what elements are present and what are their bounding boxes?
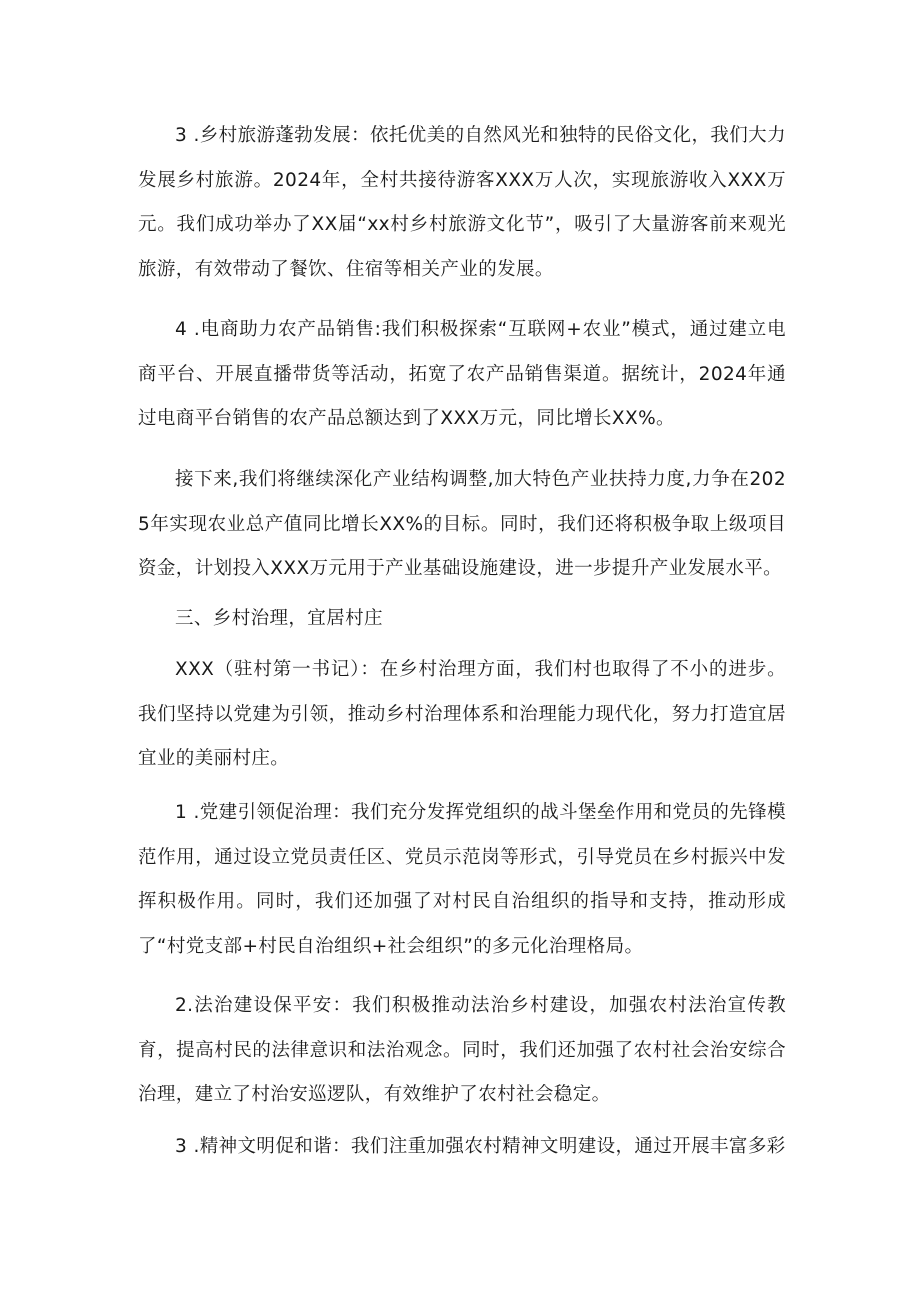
paragraph-party-building: 1 .党建引领促治理：我们充分发挥党组织的战斗堡垒作用和党员的先锋模范作用，通过设立党员责任区、党员示范岗等形式，引导党员在乡村振兴中发挥积极作用。同时，我们还加强了对村民自治组织的指导和支持，推动形成了“村党支部+村民自治组织+社会组织”的多元化治理格局。	[138, 802, 786, 957]
paragraph-ecommerce: 4 .电商助力农产品销售:我们积极探索“互联网+农业”模式，通过建立电商平台、开展直播带货等活动，拓宽了农产品销售渠道。据统计，2024年通过电商平台销售的农产品总额达到了XXX万元，同比增长XX%。	[138, 319, 786, 429]
section-heading-rural-governance: 三、乡村治理，宜居村庄	[175, 608, 383, 629]
paragraph-rural-tourism: 3 .乡村旅游蓬勃发展：依托优美的自然风光和独特的民俗文化，我们大力发展乡村旅游。2024年，全村共接待游客XXX万人次，实现旅游收入XXX万元。我们成功举办了XX届“xx村乡村旅游文化节”，吸引了大量游客前来观光旅游，有效带动了餐饮、住宿等相关产业的发展。	[138, 125, 786, 280]
paragraph-next-steps: 接下来,我们将继续深化产业结构调整,加大特色产业扶持力度,力争在2025年实现农业总产值同比增长XX%的目标。同时，我们还将积极争取上级项目资金，计划投入XXX万元用于产业基础设施建设，进一步提升产业发展水平。	[138, 469, 786, 579]
paragraph-spiritual-civilization: 3 .精神文明促和谐：我们注重加强农村精神文明建设，通过开展丰富多彩	[175, 1136, 786, 1157]
paragraph-rule-of-law: 2.法治建设保平安：我们积极推动法治乡村建设，加强农村法治宣传教育，提高村民的法律意识和法治观念。同时，我们还加强了农村社会治安综合治理，建立了村治安巡逻队，有效维护了农村社会稳定。	[138, 995, 786, 1105]
paragraph-governance-intro: XXX（驻村第一书记）：在乡村治理方面，我们村也取得了不小的进步。我们坚持以党建为引领，推动乡村治理体系和治理能力现代化，努力打造宜居宜业的美丽村庄。	[138, 659, 786, 769]
